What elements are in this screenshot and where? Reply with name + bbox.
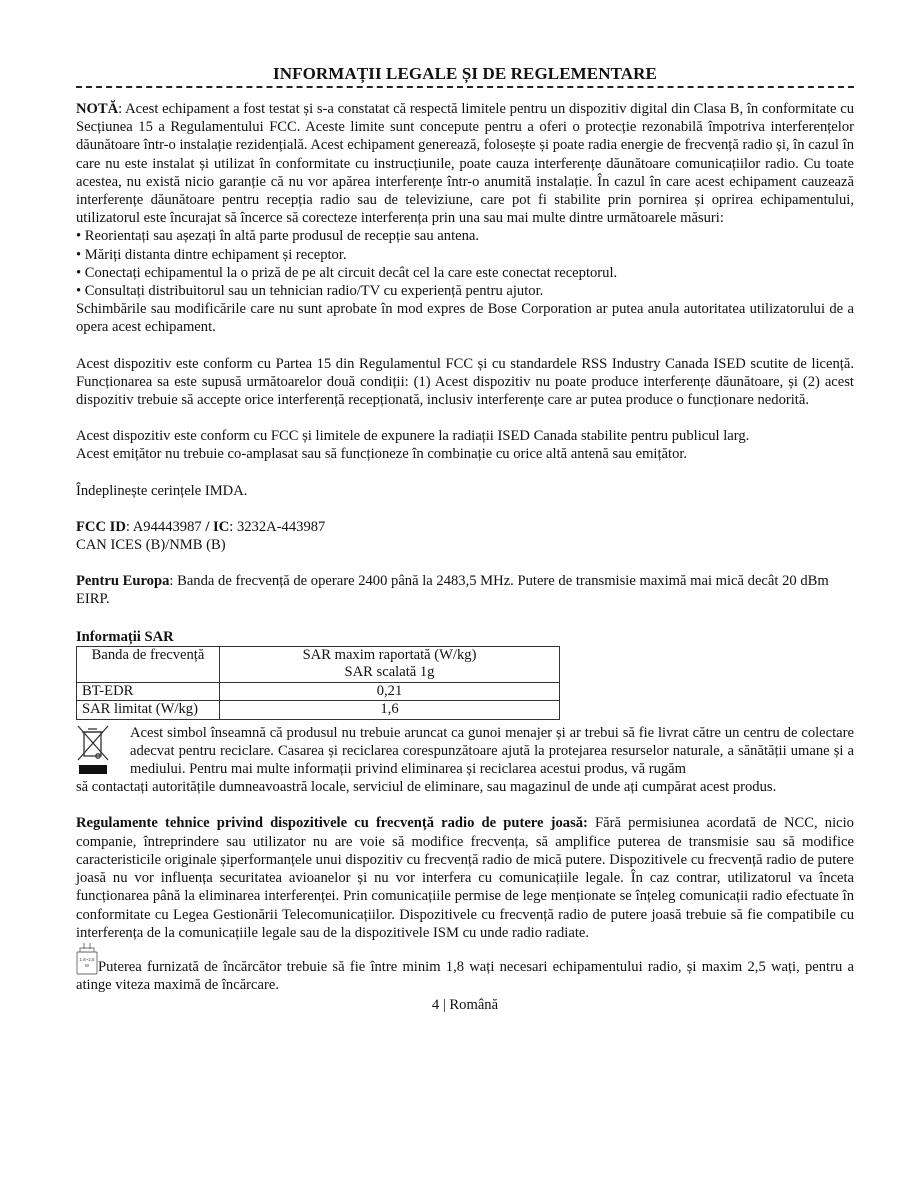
cell-value: 0,21 xyxy=(220,682,560,701)
header-sar-line2: SAR scalată 1g xyxy=(344,664,435,681)
page-footer: 4 | Română xyxy=(431,997,499,1014)
table-row xyxy=(77,701,560,720)
ic-label: / IC xyxy=(205,518,230,535)
document-page xyxy=(76,64,854,1014)
svg-text:W: W xyxy=(84,962,90,968)
europe-text: : Banda de frecvență de operare 2400 până la 2483,5 MHz. Putere de transmisie maximă mai mică decât 20 dBm EIRP. xyxy=(76,573,829,608)
ncc-text: Fără permisiunea acordată de NCC, nicio companie, întreprindere sau utilizator nu are voie să modifice frecvența, să amplifice puterea de transmisie sau să modifice caracteristicile originale șiperformanțele unui dispozitiv cu frecvență radio de mică putere. Dispozitivele cu frecvență radio de putere joasă nu vor influența securitatea avioanelor și nu vor interfera cu comunicațiile legale. În caz contrar, utilizatorul va înceta funcționarea până la eliminarea interferenței. Prin comunicațiile permise de lege menționate se înțeleg comunicații radio efectuate în conformitate cu Legea Gestionării Telecomunicațiilor. Dispozitivele cu frecvență radio de putere joasă trebuie să fie compatibile cu interferența de la comunicațiile legale sau de la dispozitivele ISM cu unde radio radiate. xyxy=(76,815,854,941)
can-ices: CAN ICES (B)/NMB (B) xyxy=(76,537,226,554)
fcc-part15-paragraph: Acest dispozitiv este conform cu Partea 15 din Regulamentul FCC și cu standardele RSS Industry Canada ISED scutite de licență. Funcționarea sa este supusă următoarelor două condiții: (1) Acest dispozitiv nu poate produce interferențe dăunătoare, și (2) acest dispozitiv trebuie să accepte orice interferență recepționată, inclusiv interferențe care ar putea produce o funcționare nedorită. xyxy=(76,355,854,409)
page-title: INFORMAȚII LEGALE ȘI DE REGLEMENTARE xyxy=(273,64,657,83)
cell-band: BT-EDR xyxy=(77,682,220,701)
ic-value: : 3232A-443987 xyxy=(229,518,326,535)
note-label: NOTĂ xyxy=(76,101,119,117)
weee-section xyxy=(76,724,854,797)
svg-text:1,8~2,5: 1,8~2,5 xyxy=(79,956,95,962)
fcc-note-paragraph xyxy=(76,100,854,227)
dashed-divider xyxy=(76,86,854,96)
fcc-id-value: : A94443987 xyxy=(125,518,206,535)
exposure-line-2: Acest emițător nu trebuie co-amplasat sau să funcționeze în combinație cu orice altă antenă sau emițător. xyxy=(76,446,688,463)
header-sar xyxy=(220,646,560,682)
charger-paragraph xyxy=(76,942,854,994)
crossed-out-wheelie-bin-icon xyxy=(76,724,110,776)
cell-value: 1,6 xyxy=(220,701,560,720)
list-item: • Reorientați sau așezați în altă parte produsul de recepție sau antena. xyxy=(76,227,854,245)
list-item: • Conectați echipamentul la o priză de pe alt circuit decât cel la care este conectat receptorul. xyxy=(76,264,854,282)
fcc-ic-ids xyxy=(76,518,854,536)
ncc-paragraph xyxy=(76,814,854,941)
cell-band: SAR limitat (W/kg) xyxy=(77,701,220,720)
exposure-line-1: Acest dispozitiv este conform cu FCC și limitele de expunere la radiații ISED Canada stabilite pentru publicul larg. xyxy=(76,428,750,445)
note-text: : Acest echipament a fost testat și s-a constatat că respectă limitele pentru un dispozitiv digital din Clasa B, în conformitate cu Secțiunea 15 a Regulamentului FCC. Aceste limite sunt concepute pentru a oferi o protecție rezonabilă împotriva interferențelor dăunătoare într-o instalație rezidențială. Acest echipament generează, folosește și poate radia energie de frecvență radio și, în cazul în care nu este instalat și utilizat în conformitate cu instrucțiunile, poate cauza interferențe dăunătoare comunicațiilor radio. Cu toate acestea, nu există nicio garanție că nu vor apărea interferențe într-o anumită instalație. În cazul în care acest echipament cauzează interferențe dăunătoare pentru recepția radio sau de televiziune, care pot fi stabilite prin pornirea și oprirea echipamentului, utilizatorul este încurajat să încerce să corecteze interferența prin una sau mai multe dintre următoarele măsuri: xyxy=(76,101,854,227)
measures-list xyxy=(76,227,854,300)
sar-section-title: Informații SAR xyxy=(76,628,174,645)
header-sar-line1: SAR maxim raportată (W/kg) xyxy=(302,646,477,663)
fcc-id-label: FCC ID xyxy=(76,518,126,535)
charger-text: Puterea furnizată de încărcător trebuie să fie între minim 1,8 wați necesari echipamentului radio, și maxim 2,5 wați, pentru a atinge viteza maximă de încărcare. xyxy=(76,958,854,993)
sar-table xyxy=(76,646,560,720)
weee-text-continued: să contactați autoritățile dumneavoastră locale, serviciul de eliminare, sau magazinul de unde ați cumpărat acest produs. xyxy=(76,779,777,796)
header-band: Banda de frecvență xyxy=(77,646,220,682)
charger-icon xyxy=(76,942,98,976)
ncc-label: Regulamente tehnice privind dispozitivele cu frecvență radio de putere joasă: xyxy=(76,815,588,832)
list-item: • Măriți distanta dintre echipament și receptor. xyxy=(76,246,854,264)
table-row xyxy=(77,682,560,701)
europe-label: Pentru Europa xyxy=(76,573,170,590)
weee-text: Acest simbol înseamnă că produsul nu trebuie aruncat ca gunoi menajer și ar trebui să fie livrat către un centru de colectare adecvat pentru reciclare. Casarea și reciclarea corespunzătoare ajută la protejarea resurselor naturale, a sănătății umane și a mediului. Pentru mai multe informații privind eliminarea și reciclarea acestui produs, vă rugăm xyxy=(130,724,854,778)
table-header-row xyxy=(77,646,560,682)
changes-warning: Schimbările sau modificările care nu sunt aprobate în mod expres de Bose Corporation ar putea anula autoritatea utilizatorului de a opera acest echipament. xyxy=(76,301,854,336)
imda-statement: Îndeplinește cerințele IMDA. xyxy=(76,482,248,499)
europe-paragraph xyxy=(76,572,854,608)
list-item: • Consultați distribuitorul sau un tehnician radio/TV cu experiență pentru ajutor. xyxy=(76,282,854,300)
